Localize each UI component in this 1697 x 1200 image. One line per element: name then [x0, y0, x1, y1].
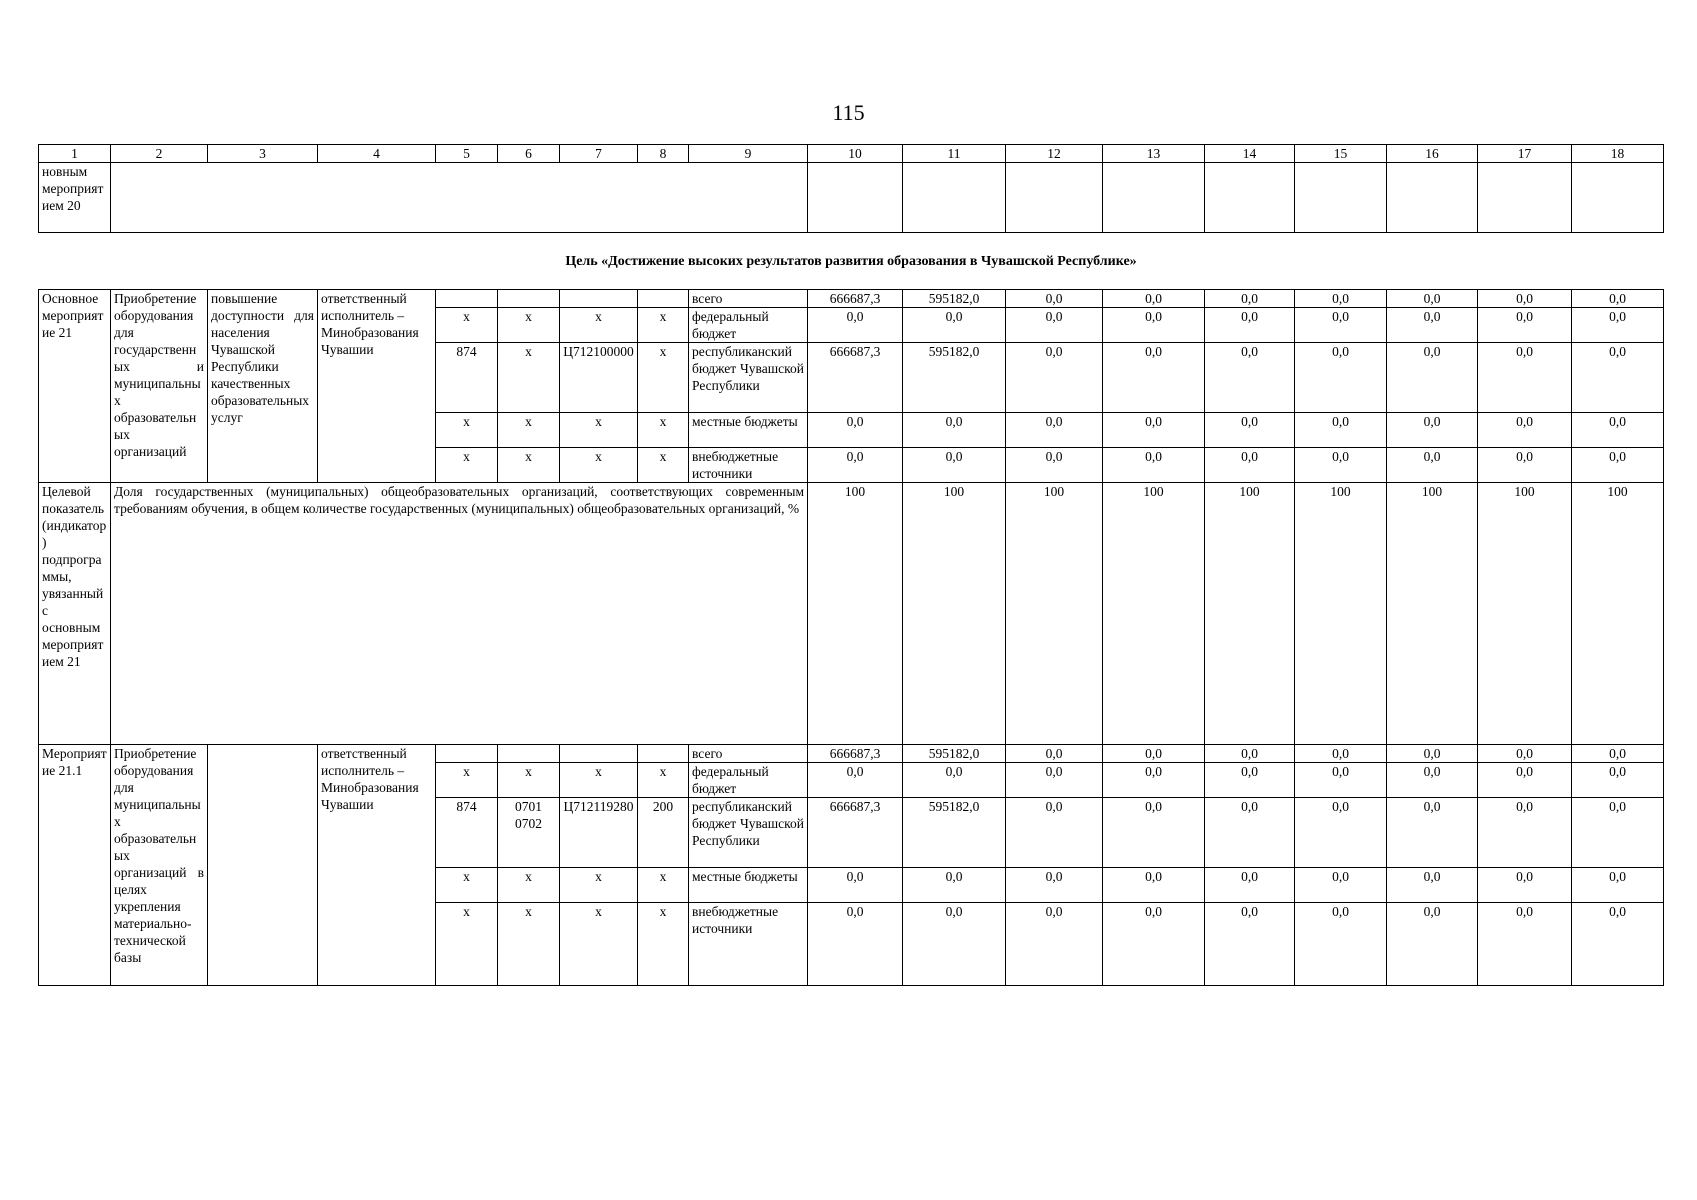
funding-value: 0,0 [1103, 413, 1205, 448]
budget-code-cell: x [498, 448, 560, 483]
continuation-value-cell [1103, 163, 1205, 233]
budget-code-cell: 874 [436, 798, 498, 868]
funding-value: 0,0 [1387, 448, 1478, 483]
continuation-value-cell [1387, 163, 1478, 233]
column-number: 5 [436, 145, 498, 163]
column-number: 16 [1387, 145, 1478, 163]
budget-code-cell: x [498, 868, 560, 903]
budget-code-cell: x [638, 308, 689, 343]
budget-code-cell: x [638, 448, 689, 483]
funding-value: 0,0 [903, 448, 1006, 483]
funding-value: 0,0 [1006, 763, 1103, 798]
budget-code-cell [638, 745, 689, 763]
indicator-value: 100 [1205, 483, 1295, 745]
budget-code-cell: x [498, 903, 560, 986]
funding-value: 0,0 [1295, 308, 1387, 343]
column-number: 7 [560, 145, 638, 163]
funding-source: местные бюджеты [689, 413, 808, 448]
program-table [38, 144, 1664, 986]
funding-value: 0,0 [808, 763, 903, 798]
event-21-1-name: Мероприятие 21.1 [39, 745, 111, 986]
funding-value: 595182,0 [903, 343, 1006, 413]
funding-value: 0,0 [1387, 413, 1478, 448]
column-number: 9 [689, 145, 808, 163]
column-number: 11 [903, 145, 1006, 163]
funding-value: 0,0 [1387, 308, 1478, 343]
funding-value: 0,0 [808, 868, 903, 903]
funding-value: 0,0 [1572, 448, 1664, 483]
funding-value: 0,0 [1387, 745, 1478, 763]
funding-source: всего [689, 290, 808, 308]
funding-value: 0,0 [1205, 745, 1295, 763]
budget-code-cell: x [436, 903, 498, 986]
column-number: 15 [1295, 145, 1387, 163]
column-number: 14 [1205, 145, 1295, 163]
budget-code-cell: x [498, 413, 560, 448]
indicator-value: 100 [1478, 483, 1572, 745]
column-number: 3 [208, 145, 318, 163]
funding-value: 666687,3 [808, 745, 903, 763]
funding-value: 0,0 [1205, 903, 1295, 986]
budget-code-cell: x [638, 903, 689, 986]
funding-value: 0,0 [1295, 868, 1387, 903]
continuation-value-cell [1205, 163, 1295, 233]
funding-source: внебюджетные источники [689, 448, 808, 483]
funding-value: 0,0 [1205, 868, 1295, 903]
continuation-value-cell [903, 163, 1006, 233]
funding-value: 0,0 [1103, 308, 1205, 343]
funding-value: 0,0 [1572, 308, 1664, 343]
funding-value: 0,0 [808, 903, 903, 986]
funding-value: 0,0 [1295, 413, 1387, 448]
column-number: 12 [1006, 145, 1103, 163]
budget-code-cell: x [638, 343, 689, 413]
funding-value: 0,0 [1478, 448, 1572, 483]
funding-value: 0,0 [1006, 343, 1103, 413]
continuation-value-cell [1006, 163, 1103, 233]
goal-heading: Цель «Достижение высоких результатов развития образования в Чувашской Республике» [39, 233, 1664, 290]
budget-code-cell [498, 290, 560, 308]
funding-value: 0,0 [903, 868, 1006, 903]
funding-value: 595182,0 [903, 745, 1006, 763]
indicator-value: 100 [1295, 483, 1387, 745]
budget-code-cell: x [560, 903, 638, 986]
budget-code-cell: 0701 0702 [498, 798, 560, 868]
budget-code-cell: x [638, 868, 689, 903]
funding-value: 0,0 [1478, 763, 1572, 798]
funding-value: 0,0 [1478, 745, 1572, 763]
funding-value: 0,0 [1006, 448, 1103, 483]
indicator-row [39, 483, 1664, 745]
budget-code-cell: x [560, 308, 638, 343]
funding-value: 0,0 [1295, 448, 1387, 483]
funding-value: 0,0 [1205, 413, 1295, 448]
budget-code-cell: x [560, 448, 638, 483]
funding-value: 0,0 [1295, 798, 1387, 868]
funding-value: 0,0 [1295, 763, 1387, 798]
funding-value: 0,0 [1295, 343, 1387, 413]
event-21-1-title: Приобретение оборудования для муниципальных образовательных организаций в целях укрепления материально-технической базы [111, 745, 208, 986]
event-21-1-goal [208, 745, 318, 986]
indicator-label: Целевой показатель (индикатор) подпрограммы, увязанный с основным мероприятием 21 [39, 483, 111, 745]
indicator-text: Доля государственных (муниципальных) общеобразовательных организаций, соответствующих современным требованиям обучения, в общем количестве государственных (муниципальных) общеобразовательных организаций, % [111, 483, 808, 745]
main-event-goal: повышение доступности для населения Чувашской Республики качественных образовательных услуг [208, 290, 318, 483]
funding-value: 0,0 [1387, 903, 1478, 986]
continuation-empty [111, 163, 808, 233]
funding-value: 0,0 [1295, 745, 1387, 763]
funding-source: всего [689, 745, 808, 763]
funding-value: 0,0 [1387, 868, 1478, 903]
funding-value: 0,0 [1572, 413, 1664, 448]
column-number: 10 [808, 145, 903, 163]
indicator-value: 100 [1387, 483, 1478, 745]
funding-value: 0,0 [808, 448, 903, 483]
funding-value: 0,0 [1572, 343, 1664, 413]
funding-value: 666687,3 [808, 798, 903, 868]
funding-value: 0,0 [1387, 763, 1478, 798]
budget-code-cell [436, 290, 498, 308]
budget-code-cell: x [560, 868, 638, 903]
funding-value: 0,0 [1478, 308, 1572, 343]
funding-value: 0,0 [1387, 290, 1478, 308]
budget-code-cell: x [638, 413, 689, 448]
column-number: 2 [111, 145, 208, 163]
funding-value: 0,0 [1103, 343, 1205, 413]
funding-value: 0,0 [1572, 290, 1664, 308]
funding-source: внебюджетные источники [689, 903, 808, 986]
budget-code-cell [498, 745, 560, 763]
budget-code-cell [638, 290, 689, 308]
funding-value: 0,0 [1572, 868, 1664, 903]
main-event-name: Основное мероприятие 21 [39, 290, 111, 483]
continuation-value-cell [1572, 163, 1664, 233]
column-number: 13 [1103, 145, 1205, 163]
funding-value: 0,0 [808, 413, 903, 448]
budget-code-cell [560, 290, 638, 308]
funding-value: 0,0 [1006, 413, 1103, 448]
indicator-value: 100 [903, 483, 1006, 745]
budget-code-cell: Ц712100000 [560, 343, 638, 413]
funding-source: федеральный бюджет [689, 763, 808, 798]
budget-code-cell: x [436, 308, 498, 343]
funding-value: 0,0 [1103, 290, 1205, 308]
funding-value: 595182,0 [903, 290, 1006, 308]
funding-value: 0,0 [1205, 448, 1295, 483]
budget-code-cell: x [498, 763, 560, 798]
budget-code-cell: x [498, 308, 560, 343]
funding-value: 0,0 [1478, 290, 1572, 308]
budget-code-cell: 874 [436, 343, 498, 413]
funding-value: 595182,0 [903, 798, 1006, 868]
funding-value: 0,0 [1205, 763, 1295, 798]
funding-value: 0,0 [1478, 343, 1572, 413]
column-number: 1 [39, 145, 111, 163]
event-21-1-executor: ответственный исполнитель – Минобразования Чувашии [318, 745, 436, 986]
funding-value: 0,0 [1478, 903, 1572, 986]
funding-value: 0,0 [1006, 798, 1103, 868]
funding-value: 0,0 [1478, 868, 1572, 903]
funding-value: 0,0 [903, 413, 1006, 448]
funding-value: 0,0 [1205, 308, 1295, 343]
funding-value: 0,0 [1103, 798, 1205, 868]
funding-value: 0,0 [1103, 903, 1205, 986]
main-event-row [39, 290, 1664, 308]
continuation-row [39, 163, 1664, 233]
funding-value: 0,0 [1103, 448, 1205, 483]
funding-source: местные бюджеты [689, 868, 808, 903]
column-number: 6 [498, 145, 560, 163]
continuation-value-cell [808, 163, 903, 233]
funding-value: 0,0 [903, 763, 1006, 798]
funding-value: 0,0 [1205, 343, 1295, 413]
funding-value: 0,0 [1006, 308, 1103, 343]
funding-value: 0,0 [1387, 798, 1478, 868]
indicator-value: 100 [808, 483, 903, 745]
continuation-value-cell [1478, 163, 1572, 233]
funding-value: 0,0 [1006, 868, 1103, 903]
budget-code-cell: x [560, 763, 638, 798]
column-number: 18 [1572, 145, 1664, 163]
column-number: 8 [638, 145, 689, 163]
funding-value: 0,0 [1006, 290, 1103, 308]
budget-code-cell: x [436, 868, 498, 903]
budget-code-cell: x [638, 763, 689, 798]
continuation-label: новным мероприятием 20 [39, 163, 111, 233]
budget-code-cell: x [436, 448, 498, 483]
funding-value: 666687,3 [808, 343, 903, 413]
funding-value: 0,0 [1387, 343, 1478, 413]
page-number: 115 [832, 100, 865, 125]
indicator-value: 100 [1103, 483, 1205, 745]
event-21-1-row [39, 745, 1664, 763]
funding-value: 0,0 [903, 308, 1006, 343]
funding-value: 0,0 [1572, 798, 1664, 868]
continuation-value-cell [1295, 163, 1387, 233]
funding-value: 0,0 [1006, 903, 1103, 986]
funding-value: 0,0 [1006, 745, 1103, 763]
budget-code-cell: x [436, 763, 498, 798]
funding-value: 0,0 [1103, 868, 1205, 903]
funding-value: 0,0 [1478, 413, 1572, 448]
budget-code-cell: x [560, 413, 638, 448]
funding-value: 0,0 [808, 308, 903, 343]
funding-source: республиканский бюджет Чувашской Республики [689, 343, 808, 413]
budget-code-cell: x [436, 413, 498, 448]
indicator-value: 100 [1006, 483, 1103, 745]
funding-value: 0,0 [1478, 798, 1572, 868]
funding-value: 0,0 [1205, 290, 1295, 308]
budget-code-cell: Ц712119280 [560, 798, 638, 868]
budget-code-cell: x [498, 343, 560, 413]
column-number: 4 [318, 145, 436, 163]
main-event-executor: ответственный исполнитель – Минобразования Чувашии [318, 290, 436, 483]
indicator-value: 100 [1572, 483, 1664, 745]
column-number-row [39, 145, 1664, 163]
funding-value: 0,0 [1295, 903, 1387, 986]
budget-code-cell [436, 745, 498, 763]
funding-value: 0,0 [903, 903, 1006, 986]
funding-value: 0,0 [1572, 745, 1664, 763]
main-event-title: Приобретение оборудования для государственных и муниципальных образовательных организаций [111, 290, 208, 483]
funding-value: 0,0 [1295, 290, 1387, 308]
budget-code-cell: 200 [638, 798, 689, 868]
funding-value: 0,0 [1572, 903, 1664, 986]
goal-row [39, 233, 1664, 290]
funding-value: 666687,3 [808, 290, 903, 308]
funding-value: 0,0 [1103, 745, 1205, 763]
funding-value: 0,0 [1205, 798, 1295, 868]
column-number: 17 [1478, 145, 1572, 163]
budget-code-cell [560, 745, 638, 763]
funding-source: федеральный бюджет [689, 308, 808, 343]
funding-source: республиканский бюджет Чувашской Республики [689, 798, 808, 868]
funding-value: 0,0 [1572, 763, 1664, 798]
funding-value: 0,0 [1103, 763, 1205, 798]
